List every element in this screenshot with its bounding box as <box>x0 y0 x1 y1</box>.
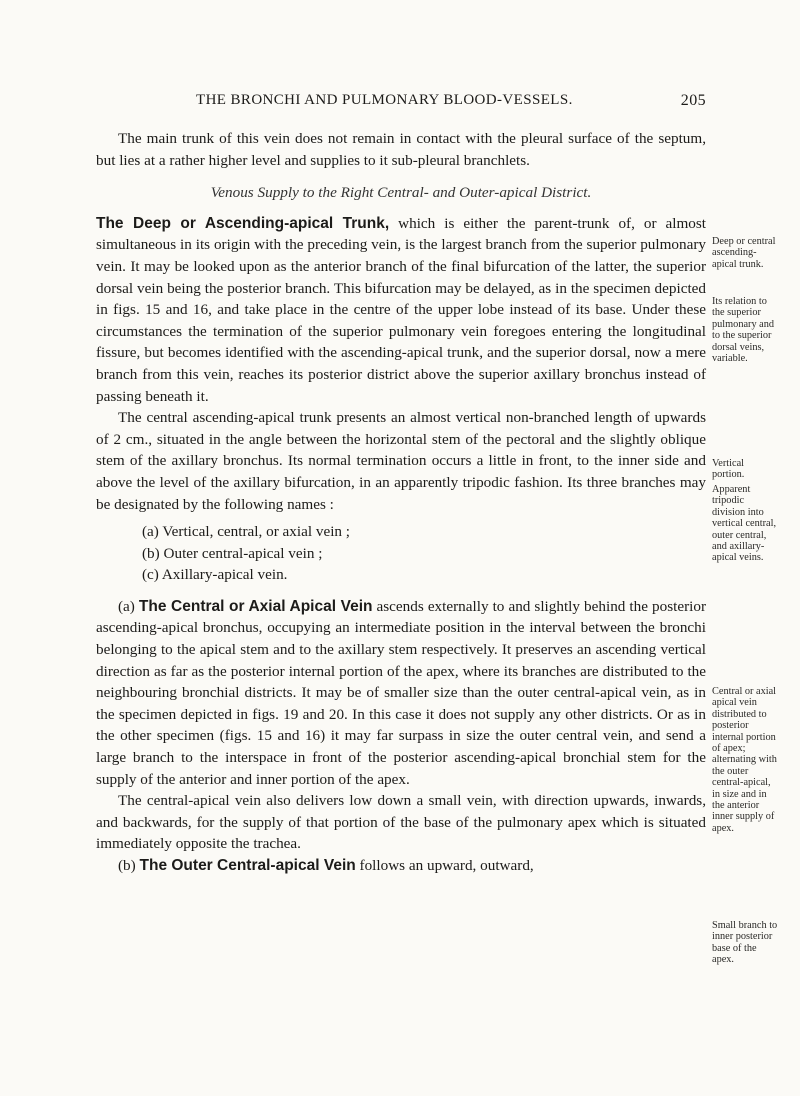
running-title: THE BRONCHI AND PULMONARY BLOOD-VESSELS. <box>196 92 573 108</box>
list-item-c: (c) Axillary-apical vein. <box>142 566 288 584</box>
paragraph-6-prefix: (b) <box>118 857 140 874</box>
sidenote-2: Its relation to the superior pulmonary and to the superior dorsal veins, variable. <box>712 296 775 365</box>
paragraph-2 <box>96 213 706 407</box>
paragraph-6 <box>96 855 706 877</box>
paragraph-6-text: follows an upward, outward, <box>355 857 534 874</box>
paragraph-4 <box>96 596 706 790</box>
sidenote-5: Central or axial apical vein distributed to posterior internal portion of apex; alternating with the outer central-apical, in size and in the anterior inner supply of apex. <box>712 686 777 834</box>
section-heading: Venous Supply to the Right Central- and Outer-apical District. <box>210 184 592 202</box>
paragraph-4-text: ascends externally to and slightly behind the posterior ascending-apical bronchus, occupying an intermediate position in the interval between the bronchi belonging to the apical stem and to the axillary stem respectively. It preserves an ascending vertical direction as far as the posterior internal portion of the apex, where its branches are distributed to the neighbouring bronchial districts. It may be of smaller size than the outer central-apical vein, as in the specimen depicted in figs. 19 and 20. In this case it does not supply any other districts. Or as in the other specimen (figs. 15 and 16) it may far surpass in size the outer central vein, and send a large branch to the interspace in front of the posterior ascending-apical bronchial stem for the supply of the anterior and inner portion of the apex. <box>96 597 707 788</box>
body-text <box>96 128 706 877</box>
sidenote-6: Small branch to inner posterior base of the apex. <box>712 920 778 966</box>
paragraph-2-heading: The Deep or Ascending-apical Trunk, <box>96 214 390 232</box>
paragraph-3: The central ascending-apical trunk presents an almost vertical non-branched length of upwards of 2 cm., situated in the angle between the horizontal stem of the pectoral and the slightly oblique stem of the axillary bronchus. Its normal termination occurs a little in front, to the inner side and above the level of the axillary bifurcation, in an apparently tripodic fashion. Its three branches may be designated by the following names : <box>96 409 706 513</box>
sidenote-1: Deep or central ascending-apical trunk. <box>712 236 776 270</box>
paragraph-4-prefix: (a) <box>118 597 139 615</box>
page-number: 205 <box>680 92 706 109</box>
sidenote-4: Apparent tripodic division into vertical central, outer central, and axillary-apical veins. <box>712 484 777 564</box>
list-item-b: (b) Outer central-apical vein ; <box>142 544 323 562</box>
paragraph-4-heading: The Central or Axial Apical Vein <box>138 597 373 615</box>
paragraph-2-text: which is either the parent-trunk of, or almost simultaneous in its origin with the preceding vein, is the largest branch from the superior pulmonary vein. It may be looked upon as the anterior branch of the final bifurcation of the latter, the superior dorsal vein being the posterior branch. This bifurcation may be delayed, as in the specimen depicted in figs. 15 and 16, and take place in the centre of the upper lobe instead of its base. Under these circumstances the termination of the superior pulmonary vein foregoes entering the longitudinal fissure, but becomes identified with the ascending-apical trunk, and the superior dorsal, now a mere branch from this vein, reaches its posterior district above the superior axillary bronchus instead of passing beneath it. <box>96 214 706 405</box>
paragraph-5: The central-apical vein also delivers low down a small vein, with direction upwards, inwards, and backwards, for the supply of that portion of the base of the pulmonary apex which is situated immediately opposite the trachea. <box>96 792 706 853</box>
paragraph-1: The main trunk of this vein does not remain in contact with the pleural surface of the septum, but lies at a rather higher level and supplies to it sub-pleural branchlets. <box>96 130 706 169</box>
paragraph-6-heading: The Outer Central-apical Vein <box>139 857 356 874</box>
list-item-a: (a) Vertical, central, or axial vein ; <box>142 523 351 541</box>
sidenote-3: Vertical portion. <box>712 458 745 481</box>
